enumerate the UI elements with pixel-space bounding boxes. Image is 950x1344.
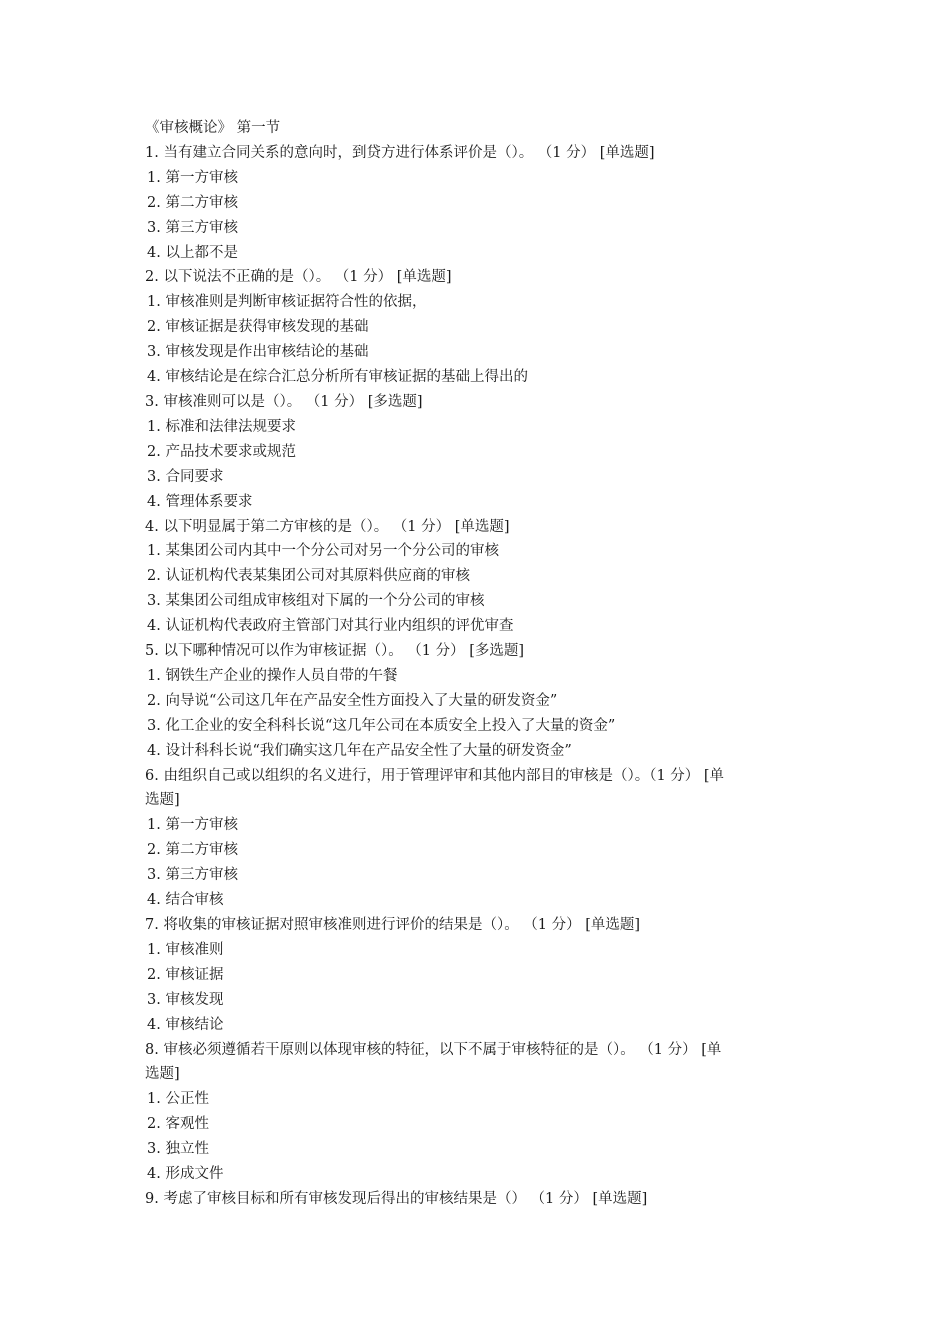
question-option: 3. 化工企业的安全科科长说“这几年公司在本质安全上投入了大量的资金” <box>147 717 616 734</box>
question-option: 1. 第一方审核 <box>147 817 238 834</box>
question-option: 2. 审核证据 <box>147 966 224 983</box>
question-option: 4. 审核结论 <box>147 1016 224 1033</box>
question-option: 4. 形成文件 <box>147 1166 224 1183</box>
question-option: 4. 以上都不是 <box>147 244 238 261</box>
question-option: 4. 设计科科长说“我们确实这几年在产品安全性了大量的研发资金” <box>147 742 572 759</box>
question-stem: 1. 当有建立合同关系的意向时，到贷方进行体系评价是（）。 （1 分） [单选题] <box>145 144 655 161</box>
question-option: 2. 审核证据是获得审核发现的基础 <box>147 319 369 336</box>
question-option: 3. 独立性 <box>147 1141 209 1158</box>
question-option: 3. 第三方审核 <box>147 867 238 884</box>
question-option: 2. 向导说“公司这几年在产品安全性方面投入了大量的研发资金” <box>147 692 558 709</box>
question-option: 3. 合同要求 <box>147 468 224 485</box>
question-option: 1. 审核准则 <box>147 941 224 958</box>
question-stem-continued: 选题] <box>145 1066 180 1083</box>
question-option: 3. 审核发现是作出审核结论的基础 <box>147 344 369 361</box>
question-option: 1. 某集团公司内其中一个分公司对另一个分公司的审核 <box>147 543 499 560</box>
question-option: 3. 第三方审核 <box>147 219 238 236</box>
question-stem: 2. 以下说法不正确的是（）。 （1 分） [单选题] <box>145 269 452 286</box>
question-option: 2. 产品技术要求或规范 <box>147 443 296 460</box>
question-option: 4. 认证机构代表政府主管部门对其行业内组织的评优审查 <box>147 618 514 635</box>
document-title: 《审核概论》 第一节 <box>145 120 281 136</box>
question-option: 4. 结合审核 <box>147 892 224 909</box>
question-stem: 9. 考虑了审核目标和所有审核发现后得出的审核结果是（） （1 分） [单选题] <box>145 1190 648 1207</box>
question-option: 1. 第一方审核 <box>147 169 238 186</box>
question-option: 4. 管理体系要求 <box>147 493 253 510</box>
question-option: 4. 审核结论是在综合汇总分析所有审核证据的基础上得出的 <box>147 369 528 386</box>
question-option: 3. 审核发现 <box>147 991 224 1008</box>
question-option: 2. 第二方审核 <box>147 842 238 859</box>
question-stem: 6. 由组织自己或以组织的名义进行，用于管理评审和其他内部目的审核是（）。（1 分） [单 <box>145 767 725 784</box>
question-stem-continued: 选题] <box>145 792 180 809</box>
question-stem: 7. 将收集的审核证据对照审核准则进行评价的结果是（）。 （1 分） [单选题] <box>145 917 641 933</box>
question-option: 1. 审核准则是判断审核证据符合性的依据， <box>147 294 427 311</box>
question-stem: 3. 审核准则可以是（）。 （1 分） [多选题] <box>145 393 423 410</box>
question-option: 2. 认证机构代表某集团公司对其原料供应商的审核 <box>147 568 470 585</box>
question-option: 1. 标准和法律法规要求 <box>147 418 296 435</box>
question-stem: 5. 以下哪种情况可以作为审核证据（）。 （1 分） [多选题] <box>145 643 525 660</box>
question-option: 1. 公正性 <box>147 1091 209 1108</box>
question-option: 1. 钢铁生产企业的操作人员自带的午餐 <box>147 667 398 684</box>
question-option: 3. 某集团公司组成审核组对下属的一个分公司的审核 <box>147 593 485 610</box>
question-option: 2. 第二方审核 <box>147 194 238 211</box>
question-option: 2. 客观性 <box>147 1116 209 1133</box>
document-body <box>145 116 815 1212</box>
question-stem: 4. 以下明显属于第二方审核的是（）。 （1 分） [单选题] <box>145 518 510 535</box>
question-stem: 8. 审核必须遵循若干原则以体现审核的特征，以下不属于审核特征的是（）。 （1 分） [单 <box>145 1041 722 1058</box>
